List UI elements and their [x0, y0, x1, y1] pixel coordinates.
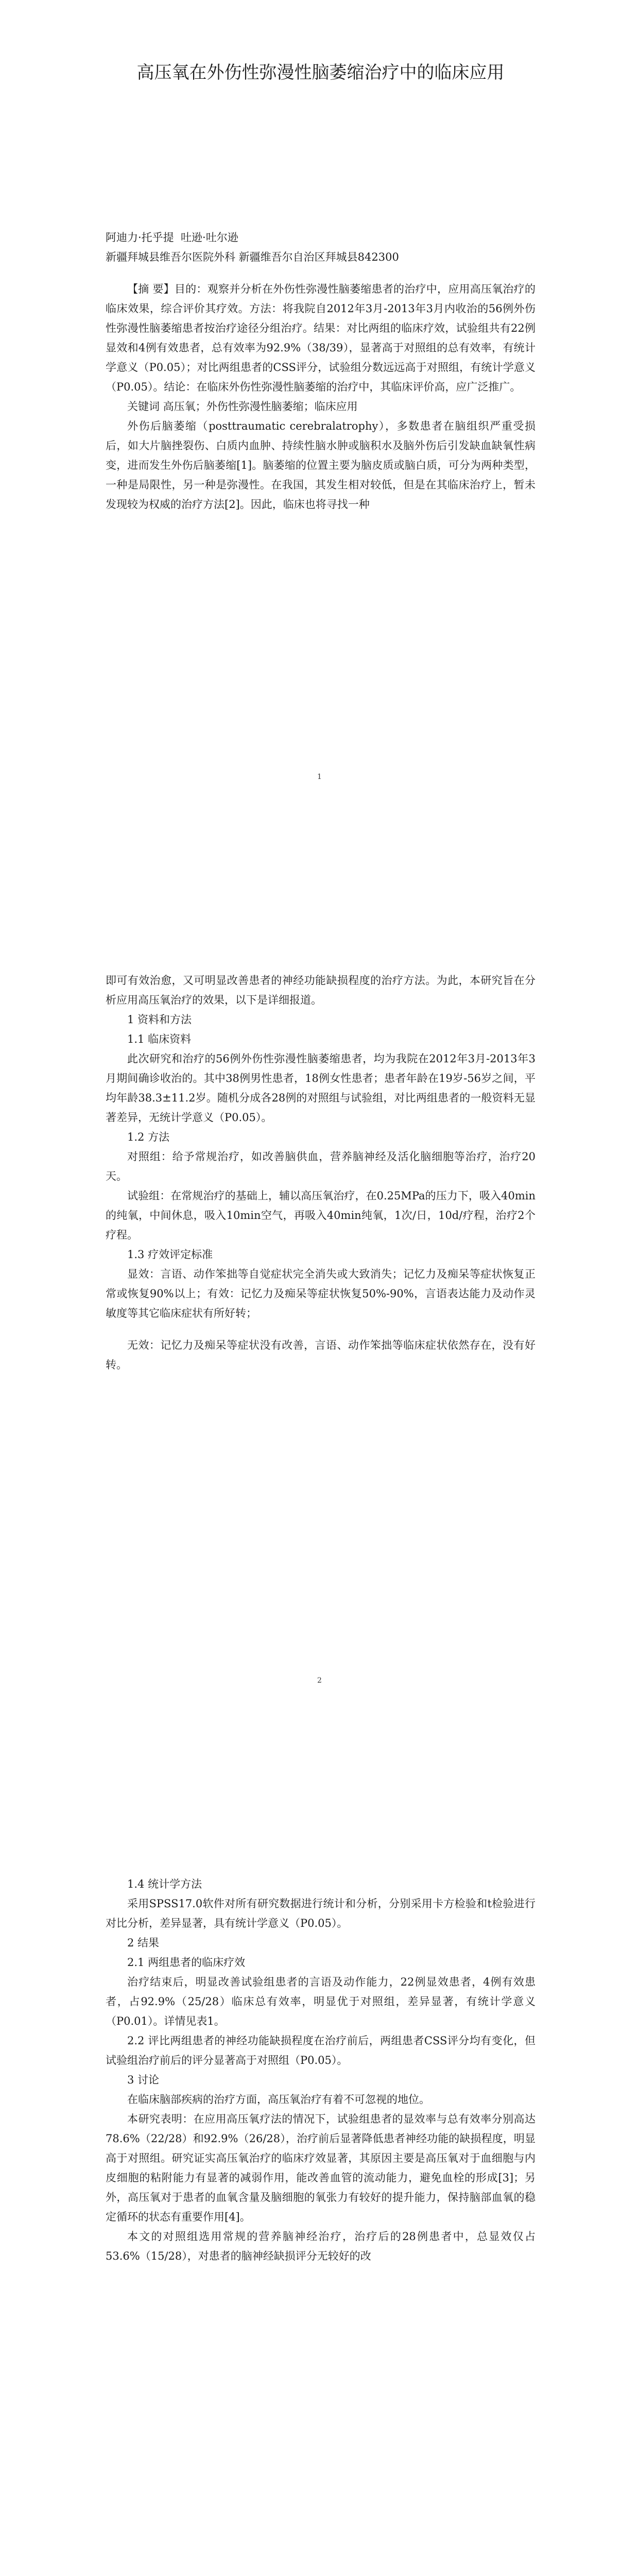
subsection-heading: 1.3 疗效评定标准	[127, 1248, 213, 1261]
subsection-heading: 2.1 两组患者的临床疗效	[127, 1956, 246, 1969]
section-heading: 1 资料和方法	[127, 1013, 192, 1026]
abstract: 【摘 要】目的：观察并分析在外伤性弥漫性脑萎缩患者的治疗中，应用高压氧治疗的临床效果，综合评价其疗效。方法：将我院自2012年3月-2013年3月内收治的56例外伤性弥漫性脑萎缩患者按治疗途径分组治疗。结果：对比两组的临床疗效，试验组共有22例显效和4例有效患者，总有效率为92.9%（38/39），显著高于对照组的总有效率，有统计学意义（P0.05）；对比两组患者的CSS评分，试验组分数远远高于对照组，有统计学意义（P0.05）。结论：在临床外伤性弥漫性脑萎缩的治疗中，其临床评价高，应广泛推广。	[106, 283, 536, 393]
intro-paragraph: 外伤后脑萎缩（posttraumatic cerebralatrophy），多数患者在脑组织严重受损后，如大片脑挫裂伤、白质内血肿、持续性脑水肿或脑积水及脑外伤后引发缺血缺氧性病变，进而发生外伤后脑萎缩[1]。脑萎缩的位置主要为脑皮质或脑白质，可分为两种类型，一种是局限性，另一种是弥漫性。在我国，其发生相对较低，但是在其临床治疗上，暂未发现较为权威的治疗方法[2]。因此，临床也将寻找一种	[106, 420, 536, 511]
page-2-body	[106, 971, 536, 1375]
paragraph: 对照组：给予常规治疗，如改善脑供血，营养脑神经及活化脑细胞等治疗，治疗20天。	[106, 1150, 536, 1182]
page-3-body	[106, 1874, 536, 2266]
page-3	[0, 1807, 639, 2576]
subsection-heading: 1.1 临床资料	[127, 1033, 192, 1045]
article-title: 高压氧在外伤性弥漫性脑萎缩治疗中的临床应用	[136, 62, 505, 83]
page-1	[0, 0, 639, 904]
paragraph: 采用SPSS17.0软件对所有研究数据进行统计和分析，分别采用卡方检验和t检验进行对比分析，差异显著，具有统计学意义（P0.05）。	[106, 1897, 536, 1929]
authors: 阿迪力·托乎提 吐逊·吐尔逊	[106, 231, 238, 244]
page-2	[0, 904, 639, 1807]
paragraph: 试验组：在常规治疗的基础上，辅以高压氧治疗，在0.25MPa的压力下，吸入40min的纯氧，中间休息，吸入10min空气，再吸入40min纯氧，1次/日，10d/疗程，治疗2个疗程。	[106, 1190, 536, 1241]
paragraph: 本研究表明：在应用高压氧疗法的情况下，试验组患者的显效率与总有效率分别高达78.6%（22/28）和92.9%（26/28），治疗前后显著降低患者神经功能的缺损程度，明显高于对照组。研究证实高压氧治疗的临床疗效显著，其原因主要是高压氧对于血细胞与内皮细胞的粘附能力有显著的减弱作用，能改善血管的流动能力，避免血栓的形成[3]；另外，高压氧对于患者的血氧含量及脑细胞的氧张力有较好的提升能力，保持脑部血氧的稳定循环的状态有重要作用[4]。	[106, 2113, 536, 2223]
paragraph: 此次研究和治疗的56例外伤性弥漫性脑萎缩患者，均为我院在2012年3月-2013年3月期间确诊收治的。其中38例男性患者，18例女性患者；患者年龄在19岁-56岁之间，平均年龄38.3±11.2岁。随机分成各28例的对照组与试验组，对比两组患者的一般资料无显著差异，无统计学意义（P0.05）。	[106, 1053, 536, 1124]
page-number: 2	[317, 1676, 322, 1685]
author-block	[106, 228, 536, 514]
section-heading: 2 结果	[127, 1937, 160, 1949]
section-heading: 3 讨论	[127, 2074, 160, 2086]
paragraph: 显效：言语、动作笨拙等自觉症状完全消失或大致消失；记忆力及痴呆等症状恢复正常或恢复90%以上；有效：记忆力及痴呆等症状恢复50%-90%，言语表达能力及动作灵敏度等其它临床症状有所好转；	[106, 1268, 536, 1319]
paragraph: 治疗结束后，明显改善试验组患者的言语及动作能力，22例显效患者，4例有效患者，占92.9%（25/28）临床总有效率，明显优于对照组，差异显著，有统计学意义（P0.01）。详情见表1。	[106, 1976, 536, 2027]
subsection-heading: 1.2 方法	[127, 1131, 170, 1143]
paragraph: 无效：记忆力及痴呆等症状没有改善，言语、动作笨拙等临床症状依然存在，没有好转。	[106, 1339, 536, 1371]
affiliation: 新疆拜城县维吾尔医院外科 新疆维吾尔自治区拜城县842300	[106, 251, 399, 263]
paragraph: 2.2 评比两组患者的神经功能缺损程度在治疗前后，两组患者CSS评分均有变化，但试验组治疗前后的评分显著高于对照组（P0.05）。	[106, 2035, 536, 2066]
subsection-heading: 1.4 统计学方法	[127, 1878, 202, 1890]
keywords: 关键词 高压氧；外伤性弥漫性脑萎缩；临床应用	[127, 400, 358, 413]
paragraph: 本文的对照组选用常规的营养脑神经治疗，治疗后的28例患者中，总显效仅占53.6%（15/28），对患者的脑神经缺损评分无较好的改	[106, 2230, 536, 2262]
page-number: 1	[317, 773, 322, 781]
intro-continued: 即可有效治愈，又可明显改善患者的神经功能缺损程度的治疗方法。为此，本研究旨在分析应用高压氧治疗的效果，以下是详细报道。	[106, 974, 536, 1006]
paragraph: 在临床脑部疾病的治疗方面，高压氧治疗有着不可忽视的地位。	[127, 2093, 430, 2106]
